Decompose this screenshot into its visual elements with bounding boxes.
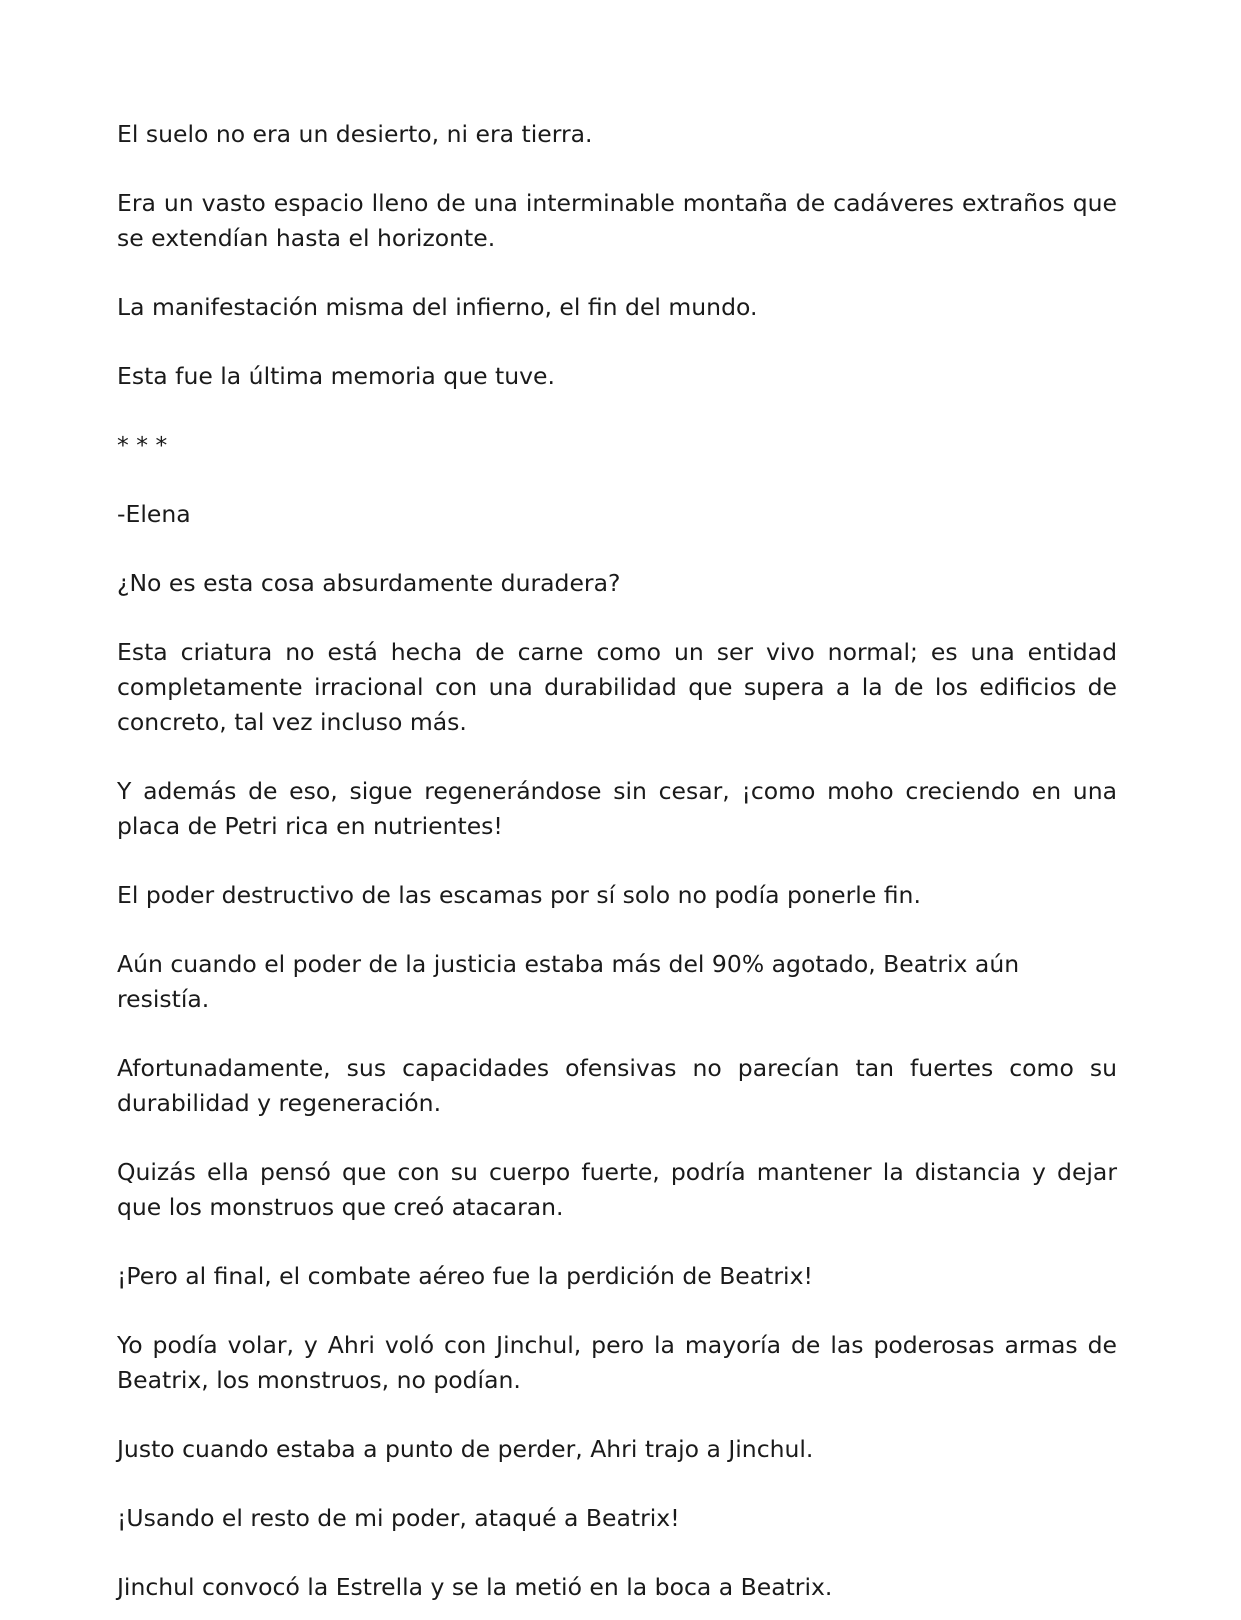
paragraph: Yo podía volar, y Ahri voló con Jinchul, pero la mayoría de las poderosas armas de Beatrix, los monstruos, no podían. (117, 1331, 1117, 1394)
paragraph: ¿No es esta cosa absurdamente duradera? (117, 569, 621, 597)
paragraph: Esta fue la última memoria que tuve. (117, 362, 555, 390)
document-body (117, 117, 1117, 1620)
chapter-heading: -Elena (117, 500, 191, 528)
paragraph: Esta criatura no está hecha de carne como un ser vivo normal; es una entidad completamente irracional con una durabilidad que supera a la de los edificios de concreto, tal vez incluso más. (117, 638, 1117, 736)
section-break: * * * (117, 431, 168, 459)
paragraph: ¡Usando el resto de mi poder, ataqué a Beatrix! (117, 1504, 680, 1532)
paragraph: Quizás ella pensó que con su cuerpo fuerte, podría mantener la distancia y dejar que los monstruos que creó atacaran. (117, 1158, 1117, 1221)
paragraph: Aún cuando el poder de la justicia estaba más del 90% agotado, Beatrix aún resistía. (117, 950, 1020, 1013)
paragraph: Justo cuando estaba a punto de perder, Ahri trajo a Jinchul. (117, 1435, 814, 1463)
paragraph: Era un vasto espacio lleno de una interminable montaña de cadáveres extraños que se extendían hasta el horizonte. (117, 189, 1117, 252)
paragraph: El suelo no era un desierto, ni era tierra. (117, 120, 593, 148)
paragraph: ¡Pero al final, el combate aéreo fue la perdición de Beatrix! (117, 1262, 813, 1290)
paragraph: El poder destructivo de las escamas por sí solo no podía ponerle fin. (117, 881, 921, 909)
paragraph: La manifestación misma del infierno, el fin del mundo. (117, 293, 758, 321)
paragraph: Y además de eso, sigue regenerándose sin cesar, ¡como moho creciendo en una placa de Petri rica en nutrientes! (117, 777, 1117, 840)
paragraph: Jinchul convocó la Estrella y se la metió en la boca a Beatrix. (117, 1573, 833, 1601)
paragraph: Afortunadamente, sus capacidades ofensivas no parecían tan fuertes como su durabilidad y regeneración. (117, 1054, 1117, 1117)
